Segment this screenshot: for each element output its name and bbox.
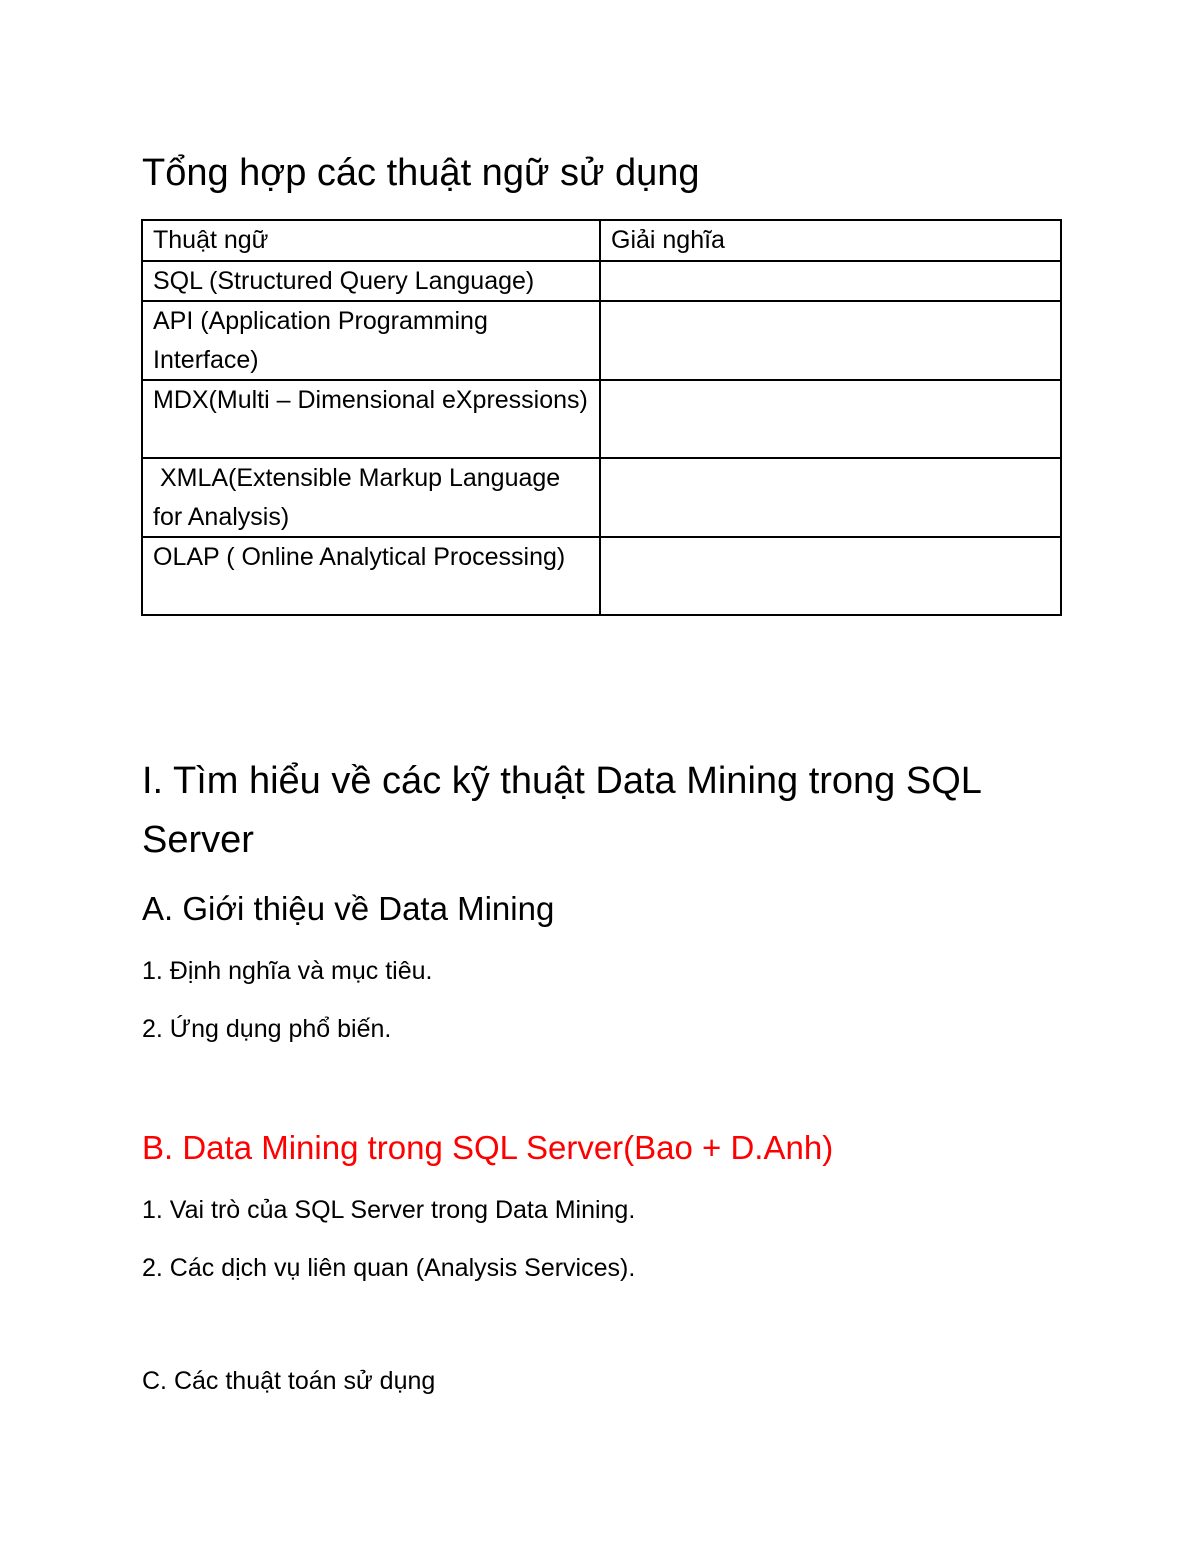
terms-table	[141, 219, 1062, 616]
term-cell: API (Application Programming Interface)	[142, 301, 600, 380]
header-term: Thuật ngữ	[142, 220, 600, 261]
part-a-heading: A. Giới thiệu về Data Mining	[142, 890, 555, 927]
meaning-cell	[600, 458, 1061, 537]
table-row	[142, 537, 1061, 615]
part-b-item: 2. Các dịch vụ liên quan (Analysis Services).	[142, 1254, 636, 1282]
part-a-item: 1. Định nghĩa và mục tiêu.	[142, 957, 433, 985]
term-cell: XMLA(Extensible Markup Language for Analysis)	[142, 458, 600, 537]
table-header-row	[142, 220, 1061, 261]
part-b-item: 1. Vai trò của SQL Server trong Data Mining.	[142, 1196, 636, 1224]
meaning-cell	[600, 537, 1061, 615]
term-cell: OLAP ( Online Analytical Processing)	[142, 537, 600, 615]
meaning-cell	[600, 380, 1061, 458]
table-row	[142, 380, 1061, 458]
meaning-cell	[600, 261, 1061, 302]
table-row	[142, 261, 1061, 302]
term-cell: MDX(Multi – Dimensional eXpressions)	[142, 380, 600, 458]
document-title: Tổng hợp các thuật ngữ sử dụng	[142, 152, 700, 194]
part-c-heading: C. Các thuật toán sử dụng	[142, 1367, 436, 1395]
part-b-heading: B. Data Mining trong SQL Server(Bao + D.Anh)	[142, 1129, 834, 1166]
term-cell: SQL (Structured Query Language)	[142, 261, 600, 302]
header-meaning: Giải nghĩa	[600, 220, 1061, 261]
part-a-item: 2. Ứng dụng phổ biến.	[142, 1015, 392, 1043]
table-row	[142, 458, 1061, 537]
meaning-cell	[600, 301, 1061, 380]
table-row	[142, 301, 1061, 380]
section-1-heading: I. Tìm hiểu về các kỹ thuật Data Mining trong SQL Server	[142, 760, 981, 861]
